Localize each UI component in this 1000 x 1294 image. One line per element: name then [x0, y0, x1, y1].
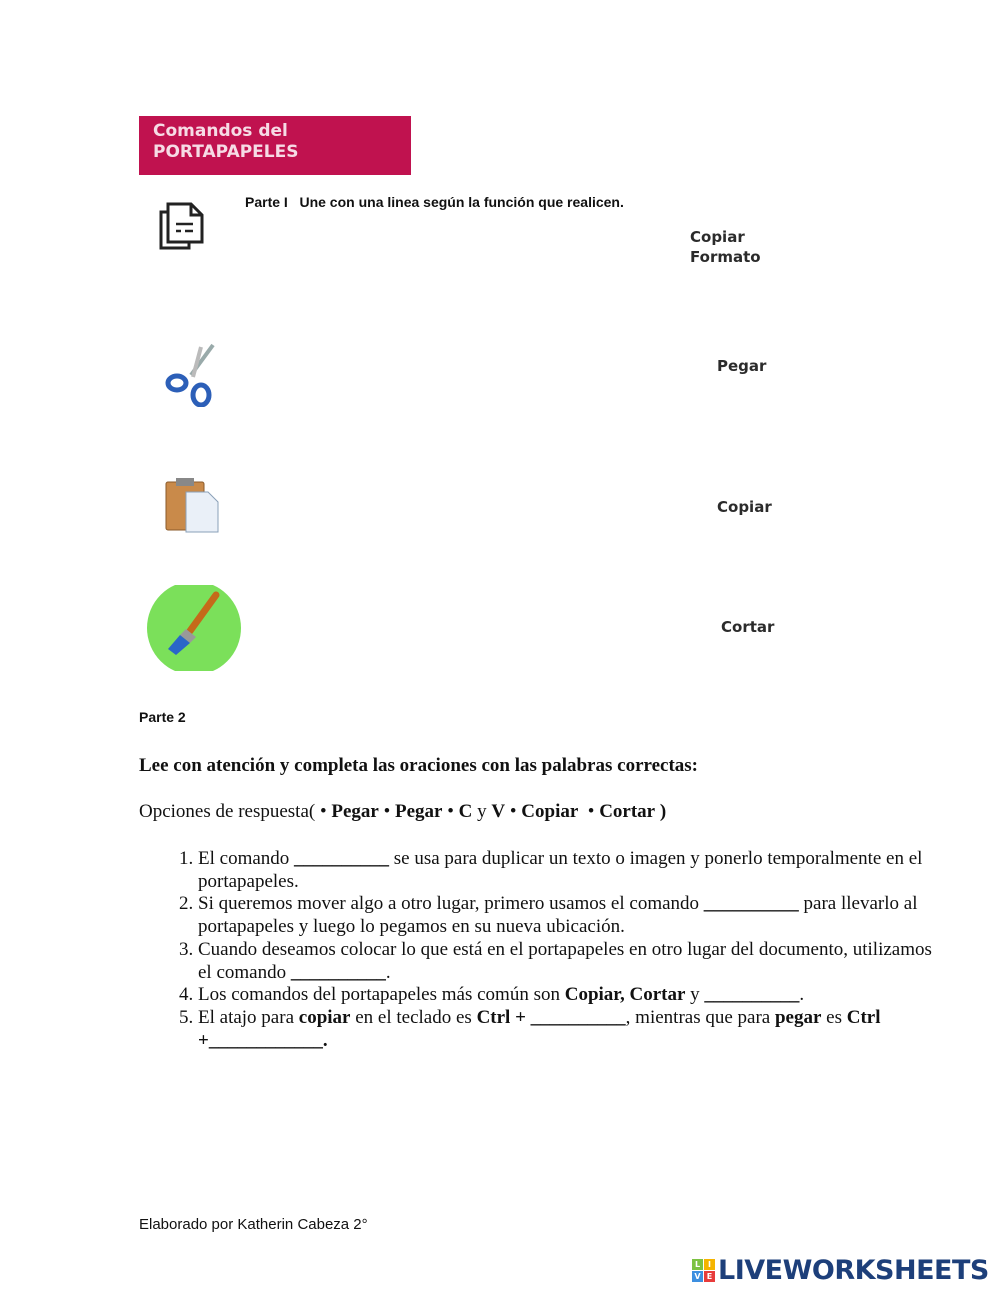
question-text: El comando	[198, 848, 295, 869]
banner-line2: PORTAPAPELES	[153, 142, 299, 162]
part1-title: Parte I Une con una linea según la función que realicen.	[245, 194, 624, 210]
question-item	[198, 893, 938, 938]
question-text: pegar	[774, 1006, 822, 1028]
question-text: .	[799, 984, 805, 1006]
question-list	[139, 848, 938, 1052]
logo-text: LIVEWORKSHEETS	[718, 1255, 989, 1286]
liveworksheets-logo	[692, 1255, 989, 1286]
answer-blank[interactable]: Ctrl + __________	[476, 1006, 626, 1028]
question-text: Copiar, Cortar	[564, 984, 686, 1006]
option-word: y	[477, 801, 487, 822]
question-text: en el teclado es	[350, 1006, 477, 1028]
question-item	[198, 939, 938, 984]
option-word: Copiar	[521, 801, 579, 822]
question-text: copiar	[298, 1006, 351, 1028]
question-text: Cuando deseamos colocar lo que está en el portapapeles en otro lugar del documento, utilizamos el comando	[198, 938, 932, 983]
scissors-icon[interactable]	[163, 343, 221, 407]
question-text: Si queremos mover algo a otro lugar, primero usamos el comando	[198, 893, 704, 915]
question-item	[198, 1007, 938, 1052]
live-blocks-icon: L I V E	[692, 1259, 715, 1282]
clipboard-paste-icon[interactable]	[164, 476, 222, 534]
answer-blank[interactable]: Ctrl +____________.	[198, 1006, 881, 1051]
option-word: V	[491, 801, 506, 822]
copy-icon[interactable]	[155, 200, 207, 252]
paintbrush-icon[interactable]	[146, 585, 242, 671]
answer-blank[interactable]: __________	[290, 961, 386, 983]
question-item	[198, 984, 938, 1007]
question-text: y	[685, 984, 705, 1006]
banner-line1: Comandos del	[153, 121, 288, 141]
option-word: Pegar	[331, 801, 379, 822]
question-item	[198, 848, 938, 893]
answer-blank[interactable]: __________	[703, 893, 799, 915]
option-copiar-formato[interactable]: Copiar Formato	[690, 228, 761, 266]
option-cortar[interactable]: Cortar	[721, 618, 775, 636]
question-text: es	[821, 1006, 847, 1028]
option-word: Pegar	[395, 801, 443, 822]
footer-author: Elaborado por Katherin Cabeza 2°	[139, 1216, 368, 1233]
option-copiar[interactable]: Copiar	[717, 498, 772, 516]
question-text: .	[385, 961, 391, 983]
part2-title: Parte 2	[139, 709, 186, 725]
question-text: , mientras que para	[625, 1006, 775, 1028]
options-suffix: )	[659, 801, 667, 822]
answer-blank[interactable]: __________	[704, 984, 800, 1006]
question-text: Los comandos del portapapeles más común son	[198, 984, 565, 1006]
answer-blank[interactable]: __________	[294, 848, 390, 869]
question-text: para llevarlo al portapapeles y luego lo pegamos en su nueva ubicación.	[198, 893, 918, 938]
option-pegar[interactable]: Pegar	[717, 357, 767, 375]
question-text: se usa para duplicar un texto o imagen y ponerlo temporalmente en el portapapeles.	[198, 848, 923, 892]
part2-heading: Lee con atención y completa las oraciones con las palabras correctas:	[139, 755, 699, 776]
answer-options: Opciones de respuesta( • Pegar • Pegar • C y V • Copiar • Cortar )	[139, 801, 667, 822]
options-prefix: Opciones de respuesta(	[139, 801, 316, 822]
option-word: C	[458, 801, 473, 822]
option-word: Cortar	[599, 801, 656, 822]
title-banner	[139, 116, 411, 175]
question-text: El atajo para	[198, 1006, 299, 1028]
